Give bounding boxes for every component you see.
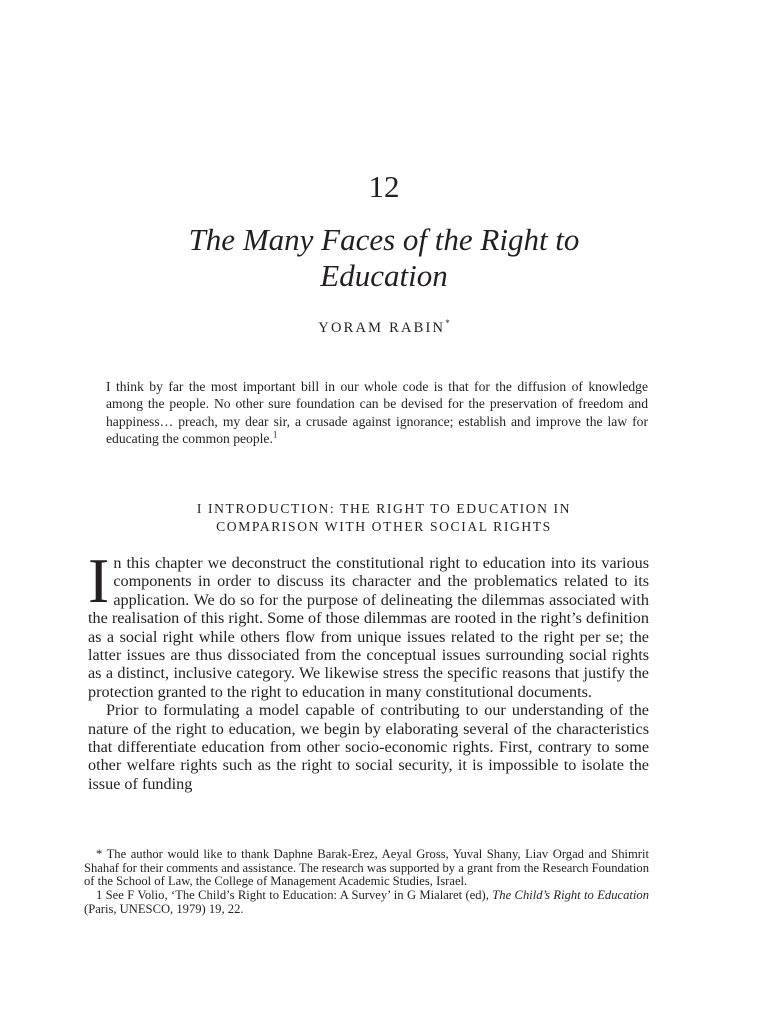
author-name xyxy=(0,318,768,337)
footnote-1-prefix: 1 See F Volio, ‘The Child’s Right to Education: A Survey’ in G Mialaret (ed), xyxy=(96,888,493,903)
section-heading-line-1: I INTRODUCTION: THE RIGHT TO EDUCATION IN xyxy=(196,501,572,516)
chapter-title-line-1: The Many Faces of the Right to xyxy=(188,222,580,257)
section-heading xyxy=(120,500,648,536)
drop-cap: I xyxy=(88,545,110,616)
author-footnote-mark: * xyxy=(445,318,450,328)
chapter-title-line-2: Education xyxy=(320,258,448,293)
body-paragraph-2: Prior to formulating a model capable of contributing to our understanding of the nature of the right to education, we begin by elaborating several of the characteristics that differentiate education from other socio-economic rights. First, contrary to some other welfare rights such as the right to social security, it is impossible to isolate the issue of funding xyxy=(88,701,649,793)
footnote-author: * The author would like to thank Daphne Barak-Erez, Aeyal Gross, Yuval Shany, Liav Orgad and Shimrit Shahaf for their comments and assistance. The research was supported by a grant from the Research Foundation of the School of Law, the College of Management Academic Studies, Israel. xyxy=(84,847,649,889)
author-name-text: YORAM RABIN xyxy=(318,319,446,336)
chapter-title xyxy=(100,222,668,294)
footnote-1-suffix: (Paris, UNESCO, 1979) 19, 22. xyxy=(84,901,244,916)
chapter-number: 12 xyxy=(368,169,400,204)
body-text xyxy=(88,545,649,793)
footnote-1 xyxy=(84,889,649,916)
epigraph-text: I think by far the most important bill in our whole code is that for the diffusion of knowledge among the people. No other sure foundation can be devised for the preservation of freedom and happiness… preach, my dear sir, a crusade against ignorance; establish and improve the law for educating the common people. xyxy=(106,379,648,447)
body-paragraph-1 xyxy=(88,545,649,701)
footnotes xyxy=(84,848,649,917)
body-paragraph-1-text: n this chapter we deconstruct the constitutional right to education into its various components in order to discuss its character and the problematics related to its application. We do so for the purpose of delineating the dilemmas associated with the realisation of this right. Some of those dilemmas are rooted in the right’s definition as a social right while others flow from unique issues related to the right per se; the latter issues are thus dissociated from the conceptual issues surrounding social rights as a distinct, inclusive category. We likewise stress the specific reasons that justify the protection granted to the right to education in many constitutional documents. xyxy=(88,554,649,701)
section-heading-line-2: COMPARISON WITH OTHER SOCIAL RIGHTS xyxy=(216,519,552,534)
epigraph-quote xyxy=(106,378,648,448)
epigraph-footnote-mark: 1 xyxy=(272,429,278,440)
footnote-1-title: The Child’s Right to Education xyxy=(492,888,649,903)
